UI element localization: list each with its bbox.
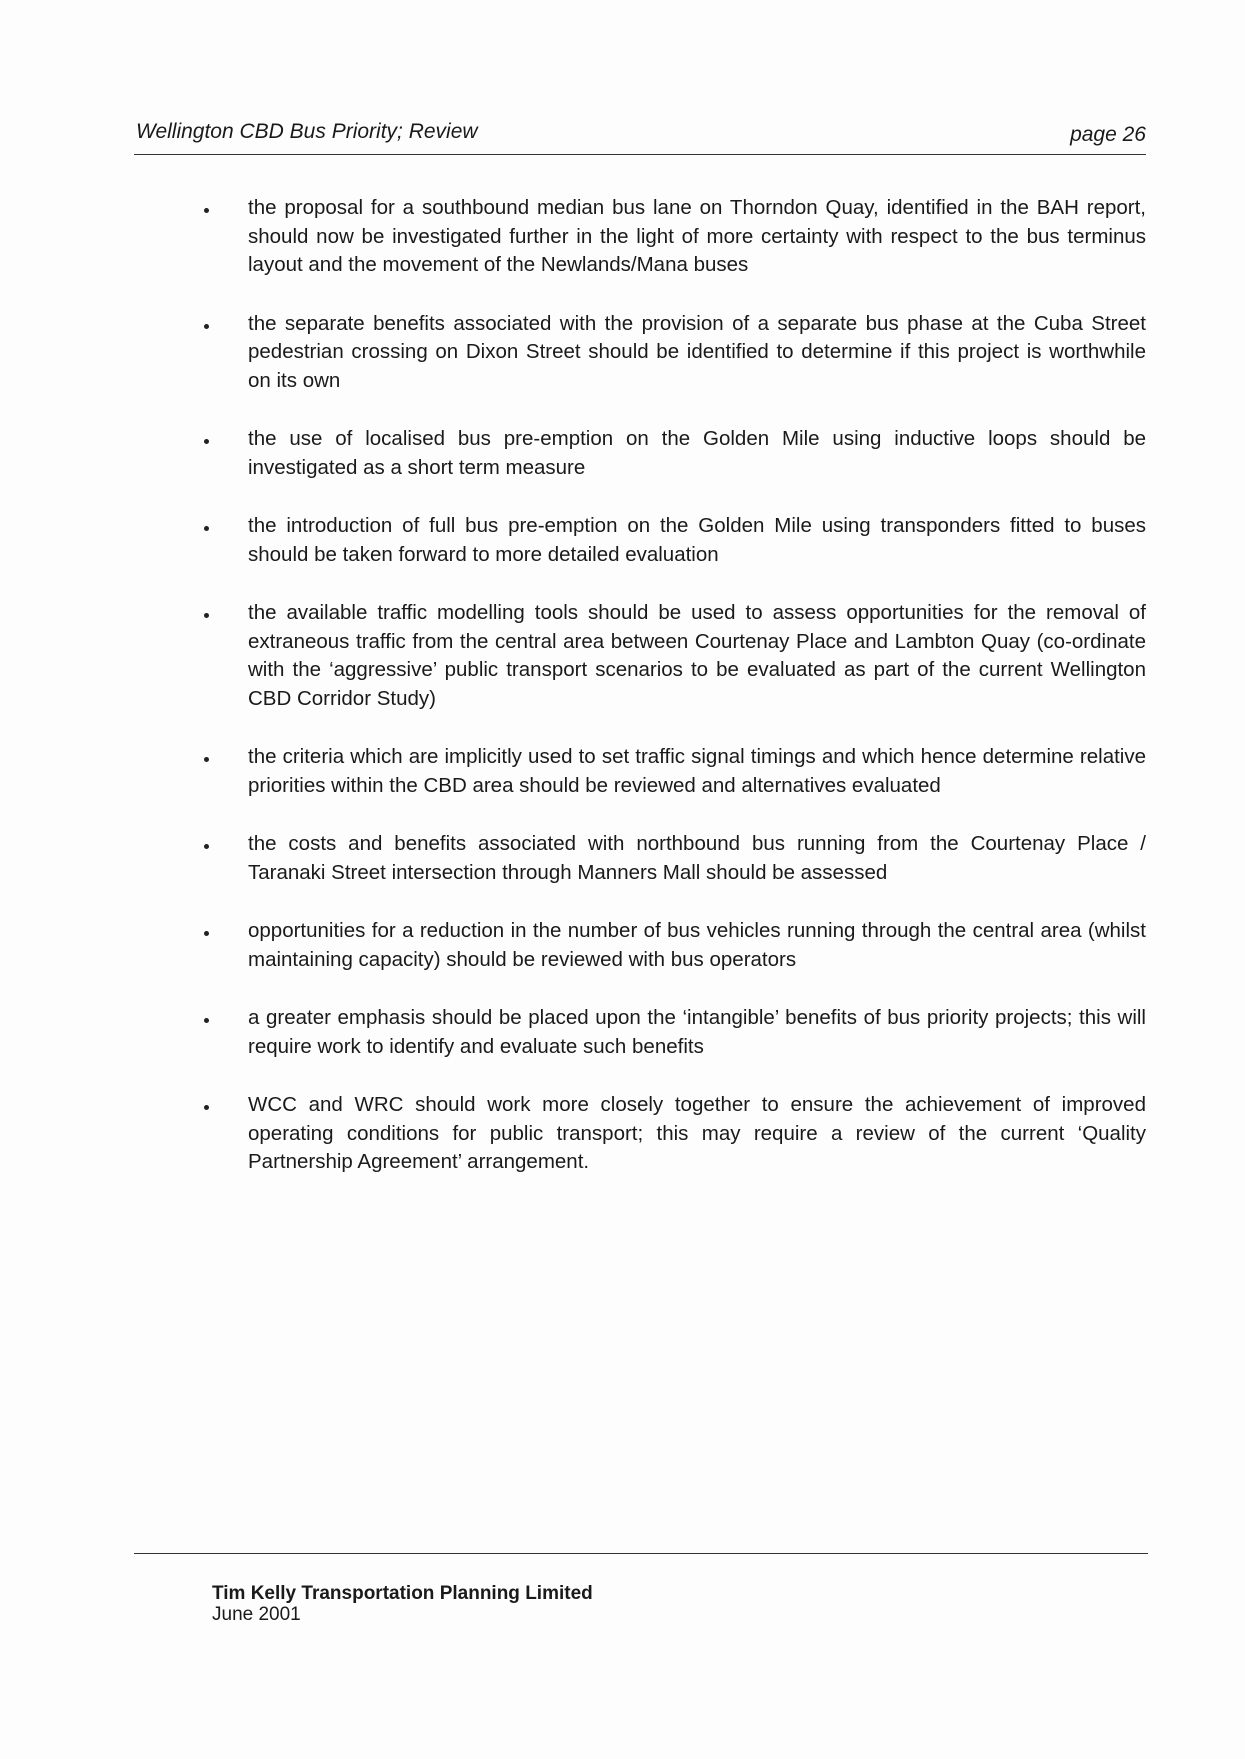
bullet-icon (204, 526, 209, 531)
list-item-text: the criteria which are implicitly used to set traffic signal timings and which hence determine relative priorities within the CBD area should be reviewed and alternatives evaluated (248, 745, 1146, 797)
recommendations-list (198, 194, 1146, 1207)
list-item (198, 512, 1146, 569)
list-item (198, 1091, 1146, 1177)
bullet-icon (204, 931, 209, 936)
page-number: page 26 (1070, 123, 1146, 146)
list-item (198, 599, 1146, 713)
bullet-icon (204, 324, 209, 329)
list-item-text: the introduction of full bus pre-emption on the Golden Mile using transponders fitted to buses should be taken forward to more detailed evaluation (248, 514, 1146, 566)
footer-date: June 2001 (212, 1604, 301, 1625)
list-item (198, 194, 1146, 280)
bullet-icon (204, 208, 209, 213)
header-title: Wellington CBD Bus Priority; Review (136, 120, 478, 143)
list-item-text: a greater emphasis should be placed upon the ‘intangible’ benefits of bus priority projects; this will require work to identify and evaluate such benefits (248, 1006, 1146, 1058)
list-item-text: the proposal for a southbound median bus lane on Thorndon Quay, identified in the BAH report, should now be investigated further in the light of more certainty with respect to the bus terminus layout and the movement of the Newlands/Mana buses (248, 196, 1146, 276)
bullet-icon (204, 613, 209, 618)
list-item-text: the available traffic modelling tools should be used to assess opportunities for the removal of extraneous traffic from the central area between Courtenay Place and Lambton Quay (co-ordinate with the ‘aggressive’ public transport scenarios to be evaluated as part of the current Wellington CBD Corridor Study) (248, 601, 1146, 710)
bullet-icon (204, 1018, 209, 1023)
list-item (198, 917, 1146, 974)
bullet-icon (204, 844, 209, 849)
list-item (198, 1004, 1146, 1061)
list-item (198, 310, 1146, 396)
list-item (198, 425, 1146, 482)
list-item-text: the use of localised bus pre-emption on the Golden Mile using inductive loops should be investigated as a short term measure (248, 427, 1146, 479)
page-header (134, 114, 1146, 155)
bullet-icon (204, 439, 209, 444)
list-item-text: the separate benefits associated with the provision of a separate bus phase at the Cuba Street pedestrian crossing on Dixon Street should be identified to determine if this project is worthwhile on its own (248, 311, 1146, 392)
footer-divider (134, 1553, 1148, 1554)
list-item-text: opportunities for a reduction in the number of bus vehicles running through the central area (whilst maintaining capacity) should be reviewed with bus operators (248, 919, 1146, 971)
bullet-icon (204, 1105, 209, 1110)
footer-company: Tim Kelly Transportation Planning Limited (212, 1583, 593, 1604)
list-item (198, 743, 1146, 800)
list-item-text: WCC and WRC should work more closely together to ensure the achievement of improved operating conditions for public transport; this may require a review of the current ‘Quality Partnership Agreement’ arrangement. (248, 1093, 1146, 1173)
list-item-text: the costs and benefits associated with northbound bus running from the Courtenay Place / Taranaki Street intersection through Manners Mall should be assessed (248, 832, 1146, 884)
bullet-icon (204, 757, 209, 762)
list-item (198, 830, 1146, 887)
